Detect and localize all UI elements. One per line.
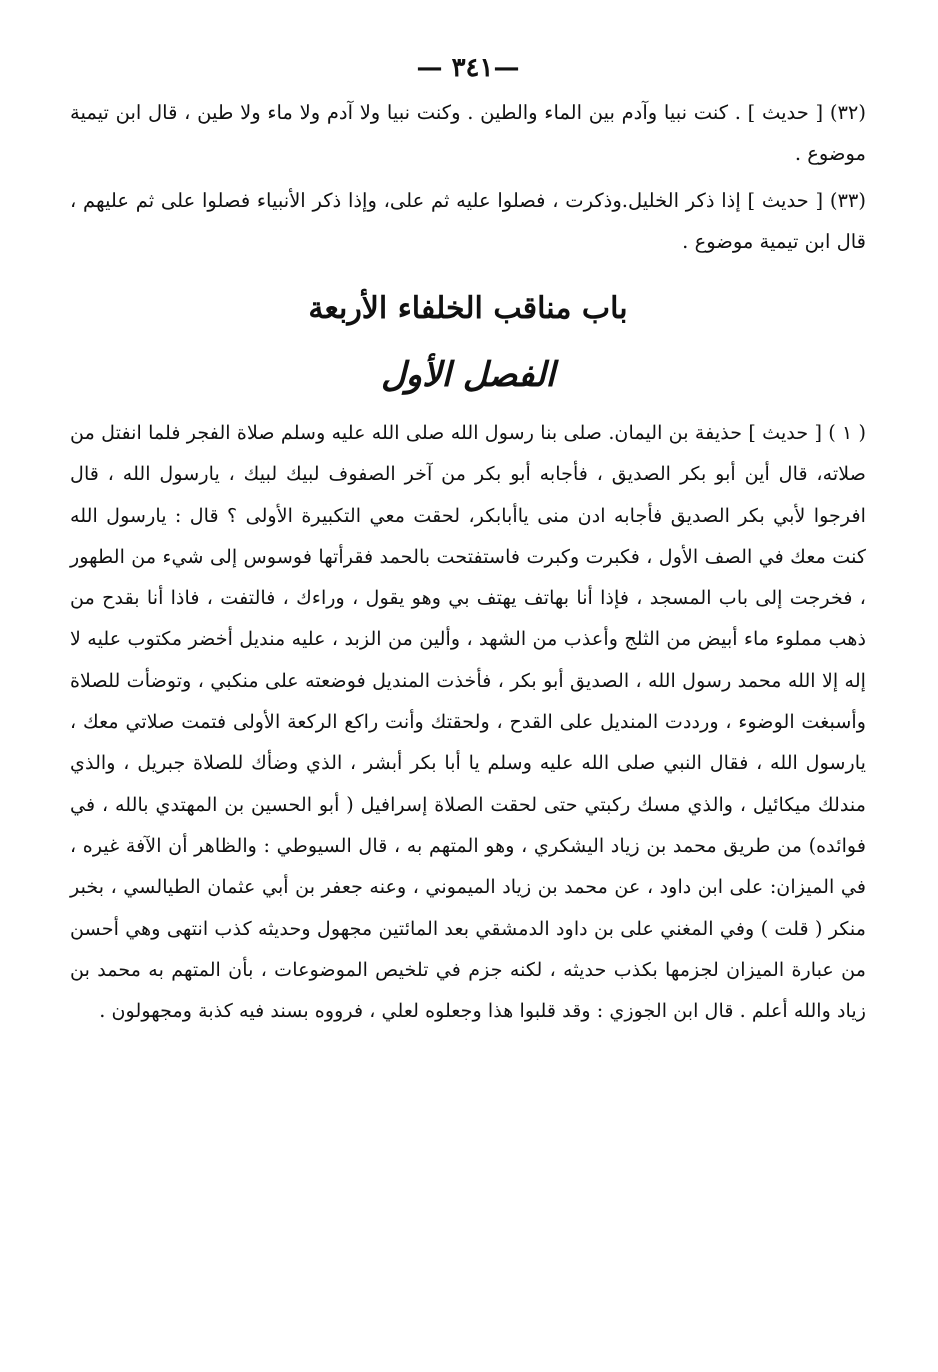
chapter-title: باب مناقب الخلفاء الأربعة — [308, 291, 628, 326]
hadith-33-paragraph: (٣٣) [ حديث ] إذا ذكر الخليل.وذكرت ، فصلوا عليه ثم على، وإذا ذكر الأنبياء فصلوا على ثم عليهم ، قال ابن تيمية موضوع . — [70, 189, 866, 253]
page-number: —٣٤١ — — [416, 53, 520, 83]
hadith-32-paragraph: (٣٢) [ حديث ] . كنت نبيا وآدم بين الماء والطين . وكنت نبيا ولا آدم ولا ماء ولا طين ، قال ابن تيمية موضوع . — [70, 101, 866, 165]
hadith-1-paragraph: ( ١ ) [ حديث ] حذيفة بن اليمان. صلى بنا رسول الله صلى الله عليه وسلم صلاة الفجر فلما انفتل من صلاته، قال أين أبو بكر الصديق ، فأجابه أبو بكر من آخر الصفوف لبيك لبيك ، يارسول الله ، قال افرجوا لأبي بكر الصديق فأجابه ادن منى ياأبابكر، لحقت معي التكبيرة الأولى ؟ قال : يارسول الله كنت معك في الصف الأول ، فكبرت وكبرت فاستفتحت بالحمد فقرأتها فوسوس إلى شيء من الطهور ، فخرجت إلى باب المسجد ، فإذا أنا بهاتف يهتف بي وهو يقول ، وراءك ، فالتفت ، فاذا أنا بقدح من ذهب مملوء ماء أبيض من الثلج وأعذب من الشهد ، وألين من الزبد ، عليه منديل أخضر مكتوب عليه لا إله إلا الله محمد رسول الله ، الصديق أبو بكر ، فأخذت المنديل فوضعته على منكبي ، وتوضأت للصلاة وأسبغت الوضوء ، ورددت المنديل على القدح ، ولحقتك وأنت راكع الركعة الأولى فتمت صلاتي معك ، يارسول الله ، فقال النبي صلى الله عليه وسلم يا أبا بكر أبشر ، الذي وضأك للصلاة جبريل ، والذي مندلك ميكائيل ، والذي مسك ركبتي حتى لحقت الصلاة إسرافيل ( أبو الحسين بن المهتدي بالله ، في فوائده) من طريق محمد بن زياد اليشكري ، وهو المتهم به ، قال السيوطي : والظاهر أن الآفة غيره ، في الميزان: على ابن داود ، عن محمد بن زياد الميموني ، وعنه جعفر بن أبي عثمان الطيالسي ، بخبر منكر ( قلت ) وفي المغني على بن داود الدمشقي بعد المائتين مجهول وحديثه كذب انتهى وهي أحسن من عبارة الميزان لجزمها بكذب حديثه ، لكنه جزم في تلخيص الموضوعات ، بأن المتهم به محمد بن زياد والله أعلم . قال ابن الجوزي : وقد قلبوا هذا وجعلوه لعلي ، فرووه بسند فيه كذبة ومجهولون . — [70, 421, 866, 1023]
section-title: الفصل الأول — [380, 355, 556, 395]
